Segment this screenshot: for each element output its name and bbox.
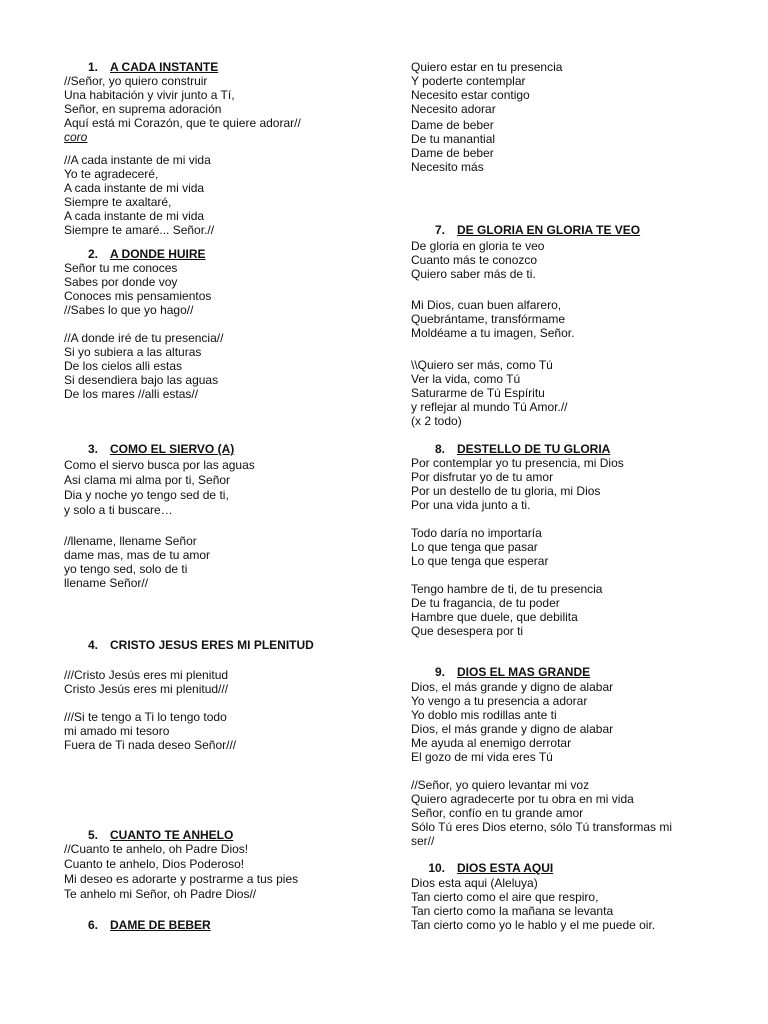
- lyric-line: mi amado mi tesoro: [64, 724, 170, 738]
- lyric-line: y reflejar al mundo Tú Amor.//: [411, 400, 568, 414]
- lyric-line: Señor tu me conoces: [64, 261, 178, 275]
- lyric-line: ///Si te tengo a Ti lo tengo todo: [64, 710, 227, 724]
- coro-label: coro: [64, 130, 88, 144]
- lyric-line: Por una vida junto a ti.: [411, 498, 531, 512]
- song-number: 7.: [434, 223, 445, 237]
- lyric-line: Conoces mis pensamientos: [64, 289, 212, 303]
- lyric-line: Ver la vida, como Tú: [411, 372, 521, 386]
- lyric-line: Necesito estar contigo: [411, 88, 530, 102]
- lyric-line: //Señor, yo quiero construir: [64, 74, 208, 88]
- lyric-line: Por contemplar yo tu presencia, mi Dios: [411, 456, 624, 470]
- lyric-line: Necesito más: [411, 160, 484, 174]
- lyric-line: y solo a ti buscare…: [64, 503, 173, 517]
- lyric-line: Siempre te amaré... Señor.//: [64, 223, 215, 237]
- lyric-line: Dios, el más grande y digno de alabar: [411, 722, 614, 736]
- lyric-line: Me ayuda al enemigo derrotar: [411, 736, 572, 750]
- lyric-line: dame mas, mas de tu amor: [64, 548, 211, 562]
- lyric-line: Siempre te axaltaré,: [64, 195, 172, 209]
- lyric-line: Fuera de Ti nada deseo Señor///: [64, 738, 237, 752]
- song-number: 6.: [87, 918, 98, 932]
- lyric-line: Tengo hambre de ti, de tu presencia: [411, 582, 603, 596]
- lyric-line: Sabes por donde voy: [64, 275, 178, 289]
- lyric-line: Quiero agradecerte por tu obra en mi vida: [411, 792, 634, 806]
- lyric-line: Señor, en suprema adoración: [64, 102, 222, 116]
- lyric-line: Hambre que duele, que debilita: [411, 610, 578, 624]
- lyric-line: A cada instante de mi vida: [64, 181, 205, 195]
- song-title-text: DIOS ESTA AQUI: [457, 861, 554, 875]
- lyric-line: Quebrántame, transfórmame: [411, 312, 566, 326]
- song-number: 3.: [87, 442, 98, 456]
- lyric-line: Quiero saber más de ti.: [411, 267, 536, 281]
- song-number: 1.: [87, 60, 98, 74]
- song-title-text: COMO EL SIERVO (A): [110, 442, 235, 456]
- lyric-line: Por un destello de tu gloria, mi Dios: [411, 484, 601, 498]
- lyric-line: Una habitación y vivir junto a Tí,: [64, 88, 235, 102]
- lyric-line: //A donde iré de tu presencia//: [64, 331, 224, 345]
- song-title-text: DAME DE BEBER: [110, 918, 211, 932]
- lyric-line: Saturarme de Tú Espíritu: [411, 386, 545, 400]
- song-number: 8.: [434, 442, 445, 456]
- lyric-line: Cuanto te anhelo, Dios Poderoso!: [64, 857, 245, 871]
- lyric-line: Sólo Tú eres Dios eterno, sólo Tú transformas mi: [411, 820, 672, 834]
- lyric-line: llename Señor//: [64, 576, 149, 590]
- lyric-line: Como el siervo busca por las aguas: [64, 458, 255, 472]
- lyric-line: A cada instante de mi vida: [64, 209, 205, 223]
- lyric-line: Tan cierto como el aire que respiro,: [411, 890, 599, 904]
- song-title-text: CRISTO JESUS ERES MI PLENITUD: [110, 638, 314, 652]
- lyric-line: Si yo subiera a las alturas: [64, 345, 202, 359]
- lyric-line: Dame de beber: [411, 118, 494, 132]
- lyric-line: Necesito adorar: [411, 102, 496, 116]
- lyric-line: De los mares //alli estas//: [64, 387, 199, 401]
- lyric-line: Dios esta aqui (Aleluya): [411, 876, 538, 890]
- lyric-line: Mi deseo es adorarte y postrarme a tus pies: [64, 872, 299, 886]
- song-number: 9.: [434, 665, 445, 679]
- lyric-line: Yo te agradeceré,: [64, 167, 159, 181]
- song-title-text: DIOS EL MAS GRANDE: [457, 665, 591, 679]
- lyric-line: Te anhelo mi Señor, oh Padre Dios//: [64, 887, 257, 901]
- song-number: 5.: [87, 828, 98, 842]
- lyric-line: Lo que tenga que esperar: [411, 554, 549, 568]
- song-number: 2.: [87, 247, 98, 261]
- lyric-line: Quiero estar en tu presencia: [411, 60, 563, 74]
- lyric-line: Señor, confío en tu grande amor: [411, 806, 584, 820]
- lyric-line: Dios, el más grande y digno de alabar: [411, 680, 614, 694]
- lyric-line: De tu fragancia, de tu poder: [411, 596, 560, 610]
- lyric-line: Dame de beber: [411, 146, 494, 160]
- lyric-line: //A cada instante de mi vida: [64, 153, 211, 167]
- song-title-text: CUANTO TE ANHELO: [110, 828, 234, 842]
- lyric-line: Moldéame a tu imagen, Señor.: [411, 326, 575, 340]
- lyric-line: Tan cierto como la mañana se levanta: [411, 904, 614, 918]
- lyric-line: Yo doblo mis rodillas ante ti: [411, 708, 557, 722]
- song-number: 4.: [87, 638, 98, 652]
- lyric-line: (x 2 todo): [411, 414, 462, 428]
- lyric-line: ser//: [411, 834, 435, 848]
- lyric-line: Dia y noche yo tengo sed de ti,: [64, 488, 229, 502]
- lyric-line: Por disfrutar yo de tu amor: [411, 470, 554, 484]
- lyric-line: //Cuanto te anhelo, oh Padre Dios!: [64, 842, 249, 856]
- song-title-text: A DONDE HUIRE: [110, 247, 206, 261]
- lyric-line: Lo que tenga que pasar: [411, 540, 538, 554]
- lyric-line: Asi clama mi alma por ti, Señor: [64, 473, 231, 487]
- lyric-line: De los cielos alli estas: [64, 359, 183, 373]
- lyric-line: Cuanto más te conozco: [411, 253, 538, 267]
- lyric-line: De gloria en gloria te veo: [411, 239, 545, 253]
- lyric-line: Y poderte contemplar: [411, 74, 526, 88]
- lyric-line: Mi Dios, cuan buen alfarero,: [411, 298, 562, 312]
- lyric-line: ///Cristo Jesús eres mi plenitud: [64, 668, 229, 682]
- lyric-line: El gozo de mi vida eres Tú: [411, 750, 553, 764]
- lyric-line: Que desespera por ti: [411, 624, 524, 638]
- lyric-line: \\Quiero ser más, como Tú: [411, 358, 553, 372]
- lyric-line: //Sabes lo que yo hago//: [64, 303, 194, 317]
- lyric-line: //Señor, yo quiero levantar mi voz: [411, 778, 590, 792]
- song-title-text: DE GLORIA EN GLORIA TE VEO: [457, 223, 641, 237]
- lyric-line: Yo vengo a tu presencia a adorar: [411, 694, 588, 708]
- lyric-line: Aquí está mi Corazón, que te quiere adorar//: [64, 116, 301, 130]
- lyric-line: //llename, llename Señor: [64, 534, 197, 548]
- song-number: 10.: [428, 861, 445, 875]
- song-title-text: A CADA INSTANTE: [110, 60, 219, 74]
- lyric-line: Cristo Jesús eres mi plenitud///: [64, 682, 229, 696]
- lyric-line: yo tengo sed, solo de ti: [64, 562, 188, 576]
- lyric-line: Tan cierto como yo le hablo y el me puede oir.: [411, 918, 656, 932]
- lyric-line: Si desendiera bajo las aguas: [64, 373, 219, 387]
- lyric-line: Todo daría no importaría: [411, 526, 542, 540]
- lyric-line: De tu manantial: [411, 132, 496, 146]
- song-title-text: DESTELLO DE TU GLORIA: [457, 442, 611, 456]
